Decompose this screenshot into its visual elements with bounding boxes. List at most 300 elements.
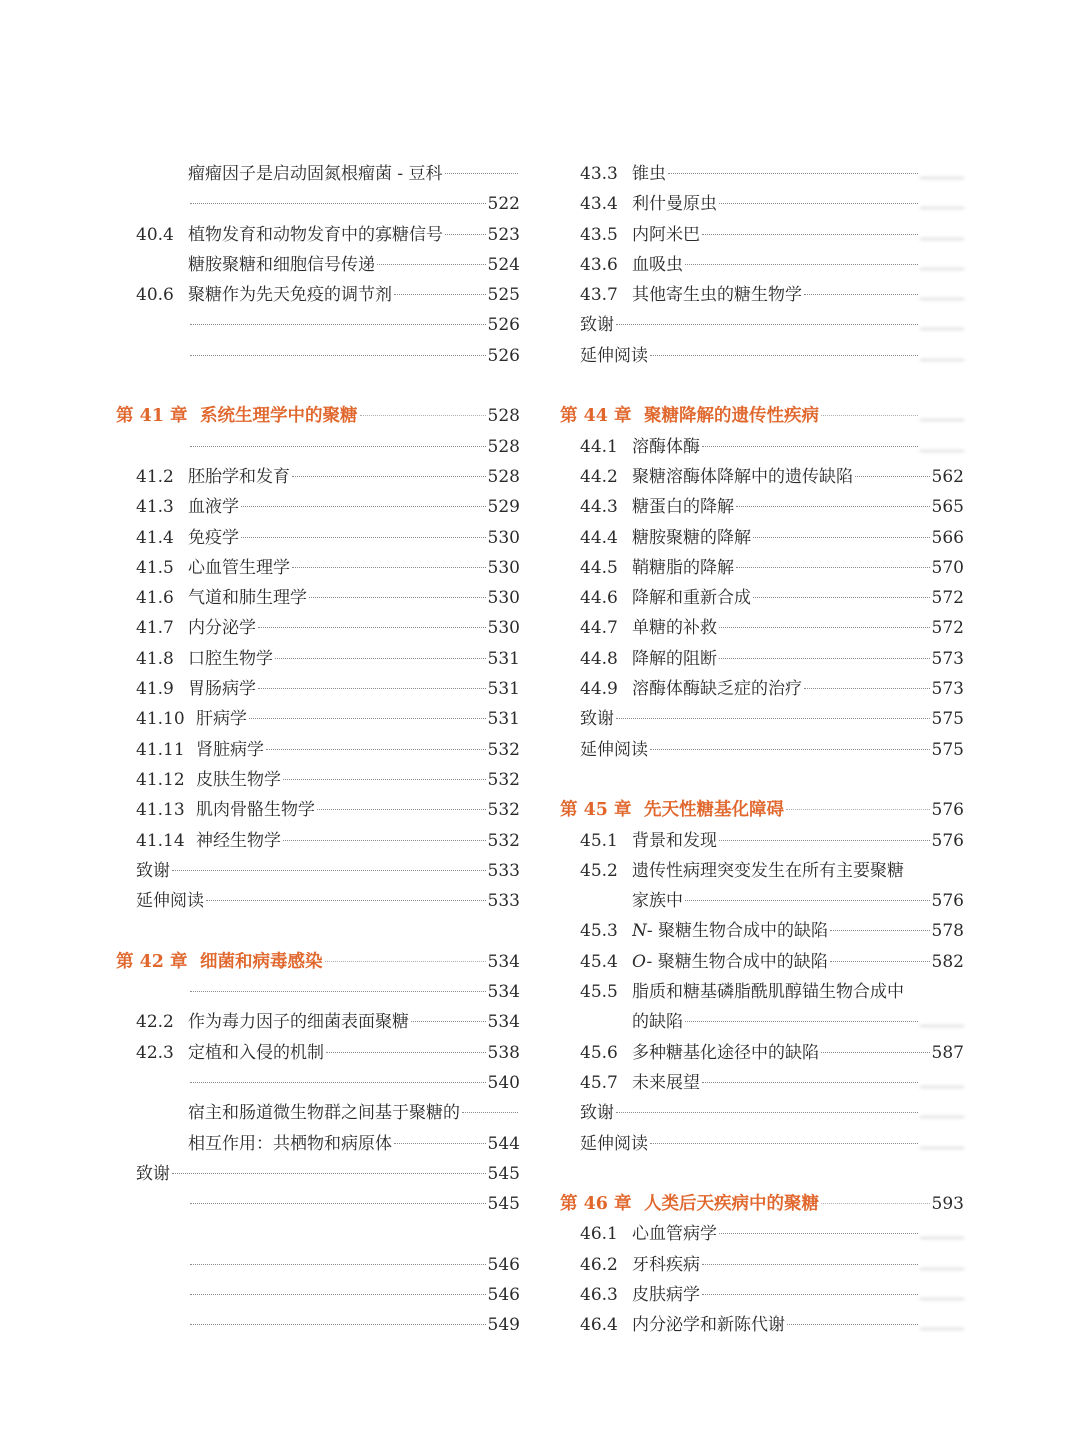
page-number: 528	[487, 406, 520, 427]
page-number: 578	[931, 921, 964, 942]
section-number: 44.6	[580, 588, 618, 609]
page-number: 534	[487, 982, 520, 1003]
section-number: 45.4	[580, 951, 618, 972]
toc-entry	[560, 977, 964, 1007]
entry-title: 致谢	[136, 1163, 170, 1184]
toc-entry	[116, 644, 520, 674]
dot-leader	[360, 415, 486, 416]
toc-chapter-heading	[116, 947, 520, 977]
dot-leader	[172, 1173, 486, 1174]
toc-entry	[560, 1219, 964, 1249]
page-number	[920, 1110, 964, 1118]
dot-leader	[702, 1082, 918, 1083]
toc-entry	[560, 310, 964, 340]
page-number: 593	[931, 1194, 964, 1215]
toc-entry	[116, 1007, 520, 1037]
page-number	[920, 292, 964, 300]
dot-leader	[309, 597, 486, 598]
dot-leader	[190, 991, 486, 992]
toc-entry	[560, 432, 964, 462]
entry-title: 皮肤病学	[632, 1284, 700, 1305]
section-number: 41.12	[136, 769, 185, 790]
section-number: 44.4	[580, 527, 618, 548]
chapter-number: 第 46 章	[560, 1194, 632, 1215]
dot-leader	[821, 1203, 930, 1204]
section-number: 46.1	[580, 1224, 618, 1245]
page-number: 576	[931, 891, 964, 912]
entry-title: 延伸阅读	[136, 891, 204, 912]
section-number: 44.8	[580, 648, 618, 669]
entry-title: 利什曼原虫	[632, 194, 717, 215]
toc-entry	[560, 189, 964, 219]
section-number: 41.14	[136, 830, 185, 851]
dot-leader	[190, 1294, 486, 1295]
entry-title: 宿主和肠道微生物群之间基于聚糖的	[188, 1103, 460, 1124]
toc-entry	[560, 826, 964, 856]
entry-title: 相互作用：共栖物和病原体	[188, 1133, 392, 1154]
entry-title: 背景和发现	[632, 830, 717, 851]
section-number: 42.3	[136, 1042, 174, 1063]
dot-leader	[787, 1324, 918, 1325]
entry-title: 内阿米巴	[632, 224, 700, 245]
dot-leader	[326, 1052, 486, 1053]
page-number	[920, 1019, 964, 1027]
dot-leader	[616, 718, 930, 719]
toc-entry	[116, 977, 520, 1007]
page-number: 540	[487, 1072, 520, 1093]
entry-title: 单糖的补救	[632, 618, 717, 639]
page-number: 565	[931, 497, 964, 518]
dot-leader	[241, 506, 486, 507]
section-number: 43.3	[580, 164, 618, 184]
page-number: 546	[487, 1284, 520, 1305]
entry-title: 多种糖基化途径中的缺陷	[632, 1042, 819, 1063]
toc-entry	[116, 492, 520, 522]
section-number: 41.2	[136, 466, 174, 487]
toc-chapter-heading	[560, 795, 964, 825]
dot-leader	[445, 173, 518, 174]
toc-entry	[116, 189, 520, 219]
dot-leader	[719, 840, 930, 841]
toc-entry	[116, 310, 520, 340]
dot-leader	[190, 446, 486, 447]
entry-title: 溶酶体酶	[632, 436, 700, 457]
page-number: 572	[931, 588, 964, 609]
toc-entry	[560, 250, 964, 280]
section-number: 46.3	[580, 1284, 618, 1305]
dot-leader	[650, 749, 930, 750]
entry-title: 致谢	[580, 315, 614, 336]
section-number: 44.2	[580, 466, 618, 487]
entry-title-text: 聚糖生物合成中的缺陷	[652, 921, 829, 942]
toc-entry	[116, 341, 520, 371]
entry-title: 心血管病学	[632, 1224, 717, 1245]
toc-entry	[116, 1250, 520, 1280]
toc-entry	[560, 1098, 964, 1128]
section-number: 46.2	[580, 1254, 618, 1275]
toc-left-column	[116, 159, 520, 1341]
entry-title: 遗传性病理突变发生在所有主要聚糖	[632, 860, 904, 881]
toc-chapter-heading	[560, 401, 964, 431]
toc-entry	[560, 523, 964, 553]
toc-spacer	[560, 1159, 964, 1189]
toc-entry	[116, 523, 520, 553]
dot-leader	[786, 809, 930, 810]
section-number: 40.6	[136, 285, 174, 306]
page-number	[920, 413, 964, 421]
dot-leader	[275, 658, 486, 659]
section-number: 43.6	[580, 254, 618, 275]
toc-entry	[116, 1159, 520, 1189]
toc-entry	[116, 1189, 520, 1219]
dot-leader	[292, 476, 486, 477]
entry-title: 的缺陷	[632, 1012, 683, 1033]
toc-entry	[116, 1098, 520, 1128]
entry-title: 血液学	[188, 497, 239, 518]
section-number: 41.8	[136, 648, 174, 669]
page-number	[920, 201, 964, 209]
page-number: 545	[487, 1194, 520, 1215]
section-number: 45.3	[580, 921, 618, 942]
entry-title: 糖蛋白的降解	[632, 497, 734, 518]
dot-leader	[411, 1021, 486, 1022]
dot-leader	[855, 476, 930, 477]
toc-entry	[560, 1068, 964, 1098]
section-number: 45.7	[580, 1072, 618, 1093]
dot-leader	[190, 1264, 486, 1265]
dot-leader	[292, 567, 486, 568]
toc-entry	[560, 341, 964, 371]
toc-entry	[116, 1280, 520, 1310]
dot-leader	[190, 1203, 486, 1204]
dot-leader	[616, 324, 918, 325]
page-number: 544	[487, 1133, 520, 1154]
page-number: 524	[487, 254, 520, 275]
page-number: 526	[487, 315, 520, 336]
section-number: 41.10	[136, 709, 185, 730]
entry-title: 肝病学	[196, 709, 247, 730]
section-number: 45.2	[580, 860, 618, 881]
section-number: 41.11	[136, 739, 185, 760]
page-number: 533	[487, 891, 520, 912]
page-number: 534	[487, 1012, 520, 1033]
entry-title: 内分泌学和新陈代谢	[632, 1315, 785, 1336]
section-number: 41.9	[136, 679, 174, 700]
page-number	[920, 322, 964, 330]
entry-title: 免疫学	[188, 527, 239, 548]
toc-entry	[560, 1129, 964, 1159]
toc-entry	[560, 1007, 964, 1037]
page-number: 576	[931, 800, 964, 821]
toc-entry	[116, 856, 520, 886]
entry-title: 口腔生物学	[188, 648, 273, 669]
dot-leader	[190, 355, 486, 356]
toc-entry	[116, 886, 520, 916]
toc-entry	[116, 280, 520, 310]
dot-leader	[702, 446, 918, 447]
toc-entry	[116, 826, 520, 856]
toc-entry	[560, 1250, 964, 1280]
dot-leader	[650, 1143, 918, 1144]
entry-title: 聚糖溶酶体降解中的遗传缺陷	[632, 466, 853, 487]
page-number: 545	[487, 1163, 520, 1184]
toc-entry	[116, 1038, 520, 1068]
toc-entry	[116, 1129, 520, 1159]
page-number: 528	[487, 466, 520, 487]
page-number	[920, 232, 964, 240]
entry-title: 植物发育和动物发育中的寡糖信号	[188, 224, 443, 245]
section-number: 41.3	[136, 497, 174, 518]
entry-title: 其他寄生虫的糖生物学	[632, 285, 802, 306]
dot-leader	[258, 627, 486, 628]
entry-title: 糖胺聚糖的降解	[632, 527, 751, 548]
toc-entry	[116, 220, 520, 250]
toc-entry	[560, 220, 964, 250]
toc-entry	[116, 613, 520, 643]
section-number: 43.7	[580, 285, 618, 306]
entry-title-text: 聚糖生物合成中的缺陷	[652, 951, 828, 972]
dot-leader	[685, 264, 918, 265]
page-number: 549	[487, 1315, 520, 1336]
section-number: 41.5	[136, 557, 174, 578]
entry-title: 系统生理学中的聚糖	[200, 406, 358, 427]
entry-title	[632, 947, 828, 977]
dot-leader	[190, 1082, 486, 1083]
entry-title-prefix: O-	[632, 951, 653, 972]
toc-entry	[116, 1068, 520, 1098]
toc-entry	[560, 159, 964, 189]
toc-entry	[560, 644, 964, 674]
dot-leader	[462, 1112, 518, 1113]
dot-leader	[830, 961, 930, 962]
toc-entry	[116, 704, 520, 734]
page-number: 530	[487, 527, 520, 548]
page-number: 534	[487, 951, 520, 972]
page-number	[920, 444, 964, 452]
page-number: 532	[487, 769, 520, 790]
section-number: 45.5	[580, 982, 618, 1003]
dot-leader	[394, 294, 486, 295]
entry-title: 延伸阅读	[580, 739, 648, 760]
chapter-number: 第 41 章	[116, 406, 188, 427]
section-number: 44.5	[580, 557, 618, 578]
page-number: 531	[487, 709, 520, 730]
page-number: 582	[931, 951, 964, 972]
page-number	[920, 1141, 964, 1149]
dot-leader	[719, 627, 930, 628]
dot-leader	[719, 658, 930, 659]
section-number: 46.4	[580, 1315, 618, 1336]
entry-title: 肾脏病学	[196, 739, 264, 760]
page-number: 531	[487, 679, 520, 700]
toc-entry	[560, 674, 964, 704]
page-number: 532	[487, 830, 520, 851]
dot-leader	[206, 900, 486, 901]
dot-leader	[650, 355, 918, 356]
dot-leader	[685, 1021, 918, 1022]
entry-title: 先天性糖基化障碍	[644, 800, 784, 821]
dot-leader	[394, 1143, 486, 1144]
entry-title: 聚糖作为先天免疫的调节剂	[188, 285, 392, 306]
toc-spacer	[560, 765, 964, 795]
page-number: 530	[487, 557, 520, 578]
page-number: 531	[487, 648, 520, 669]
entry-title: 皮肤生物学	[196, 769, 281, 790]
toc-entry	[116, 765, 520, 795]
entry-title: 神经生物学	[196, 830, 281, 851]
entry-title: 延伸阅读	[580, 1133, 648, 1154]
dot-leader	[445, 234, 486, 235]
page-number: 532	[487, 739, 520, 760]
toc-entry	[116, 795, 520, 825]
page-number: 570	[931, 557, 964, 578]
page-number	[920, 353, 964, 361]
page-number	[920, 1322, 964, 1330]
section-number: 41.7	[136, 618, 174, 639]
entry-title: 血吸虫	[632, 254, 683, 275]
chapter-number: 第 44 章	[560, 406, 632, 427]
dot-leader	[804, 294, 918, 295]
page-number	[920, 171, 964, 179]
dot-leader	[190, 324, 486, 325]
toc-spacer	[116, 371, 520, 401]
toc-spacer	[560, 371, 964, 401]
dot-leader	[702, 1264, 918, 1265]
toc-entry	[560, 553, 964, 583]
page-number: 572	[931, 618, 964, 639]
toc-entry	[560, 704, 964, 734]
entry-title: 延伸阅读	[580, 345, 648, 366]
toc-entry	[116, 250, 520, 280]
page-number: 575	[931, 709, 964, 730]
entry-title: 致谢	[580, 1103, 614, 1124]
page-number: 546	[487, 1254, 520, 1275]
page-number: 528	[487, 436, 520, 457]
page-number: 538	[487, 1042, 520, 1063]
page-number	[920, 262, 964, 270]
page-number: 523	[487, 224, 520, 245]
dot-leader	[702, 234, 918, 235]
page-number	[920, 1292, 964, 1300]
toc-entry	[116, 462, 520, 492]
page-number: 522	[487, 194, 520, 215]
toc-entry	[560, 886, 964, 916]
page-number: 587	[931, 1042, 964, 1063]
toc-entry	[560, 462, 964, 492]
page-number: 573	[931, 648, 964, 669]
toc-entry	[560, 583, 964, 613]
dot-leader	[821, 1052, 930, 1053]
toc-entry	[560, 856, 964, 886]
page-number: 573	[931, 679, 964, 700]
dot-leader	[736, 506, 930, 507]
entry-title: 致谢	[136, 860, 170, 881]
toc-entry	[560, 613, 964, 643]
entry-title: 聚糖降解的遗传性疾病	[644, 406, 819, 427]
page-number: 525	[487, 285, 520, 306]
entry-title: 致谢	[580, 709, 614, 730]
toc-entry	[116, 674, 520, 704]
dot-leader	[616, 1112, 918, 1113]
dot-leader	[266, 749, 486, 750]
toc-entry	[560, 1310, 964, 1340]
dot-leader	[821, 415, 918, 416]
entry-title: 人类后天疾病中的聚糖	[644, 1194, 819, 1215]
entry-title: 糖胺聚糖和细胞信号传递	[188, 254, 375, 275]
dot-leader	[325, 961, 486, 962]
toc-spacer	[116, 916, 520, 946]
dot-leader	[685, 900, 930, 901]
section-number: 45.6	[580, 1042, 618, 1063]
section-number: 41.6	[136, 588, 174, 609]
dot-leader	[283, 840, 486, 841]
entry-title: 内分泌学	[188, 618, 256, 639]
dot-leader	[249, 718, 486, 719]
dot-leader	[719, 203, 918, 204]
entry-title: 未来展望	[632, 1072, 700, 1093]
toc-entry	[116, 583, 520, 613]
toc-entry	[560, 280, 964, 310]
dot-leader	[753, 597, 930, 598]
page-number	[920, 1262, 964, 1270]
dot-leader	[753, 537, 930, 538]
page-number: 576	[931, 830, 964, 851]
entry-title: 溶酶体酶缺乏症的治疗	[632, 679, 802, 700]
page-number: 529	[487, 497, 520, 518]
entry-title: 瘤瘤因子是启动固氮根瘤菌 - 豆科	[188, 164, 443, 184]
section-number: 43.5	[580, 224, 618, 245]
entry-title: 心血管生理学	[188, 557, 290, 578]
dot-leader	[830, 930, 930, 931]
page-number: 533	[487, 860, 520, 881]
entry-title: 脂质和糖基磷脂酰肌醇锚生物合成中	[632, 982, 904, 1003]
chapter-number: 第 45 章	[560, 800, 632, 821]
dot-leader	[804, 688, 930, 689]
dot-leader	[719, 1233, 918, 1234]
page-number	[920, 1231, 964, 1239]
toc-entry	[560, 947, 964, 977]
entry-title: 牙科疾病	[632, 1254, 700, 1275]
toc-entry	[560, 735, 964, 765]
dot-leader	[241, 537, 486, 538]
page-number: 575	[931, 739, 964, 760]
section-number: 42.2	[136, 1012, 174, 1033]
dot-leader	[736, 567, 930, 568]
dot-leader	[702, 1294, 918, 1295]
toc-entry	[116, 159, 520, 189]
entry-title: 降解的阻断	[632, 648, 717, 669]
dot-leader	[258, 688, 486, 689]
page-number: 562	[931, 466, 964, 487]
section-number: 44.9	[580, 679, 618, 700]
toc-chapter-heading	[116, 401, 520, 431]
toc-entry	[116, 432, 520, 462]
section-number: 44.3	[580, 497, 618, 518]
entry-title	[632, 916, 828, 946]
toc-entry	[560, 1038, 964, 1068]
section-number: 40.4	[136, 224, 174, 245]
toc-entry	[116, 735, 520, 765]
dot-leader	[377, 264, 486, 265]
page-number: 530	[487, 618, 520, 639]
dot-leader	[317, 809, 486, 810]
toc-right-column	[560, 159, 964, 1341]
section-number: 44.7	[580, 618, 618, 639]
entry-title: 定植和入侵的机制	[188, 1042, 324, 1063]
page-number: 566	[931, 527, 964, 548]
section-number: 41.13	[136, 800, 185, 821]
page-number	[920, 1080, 964, 1088]
